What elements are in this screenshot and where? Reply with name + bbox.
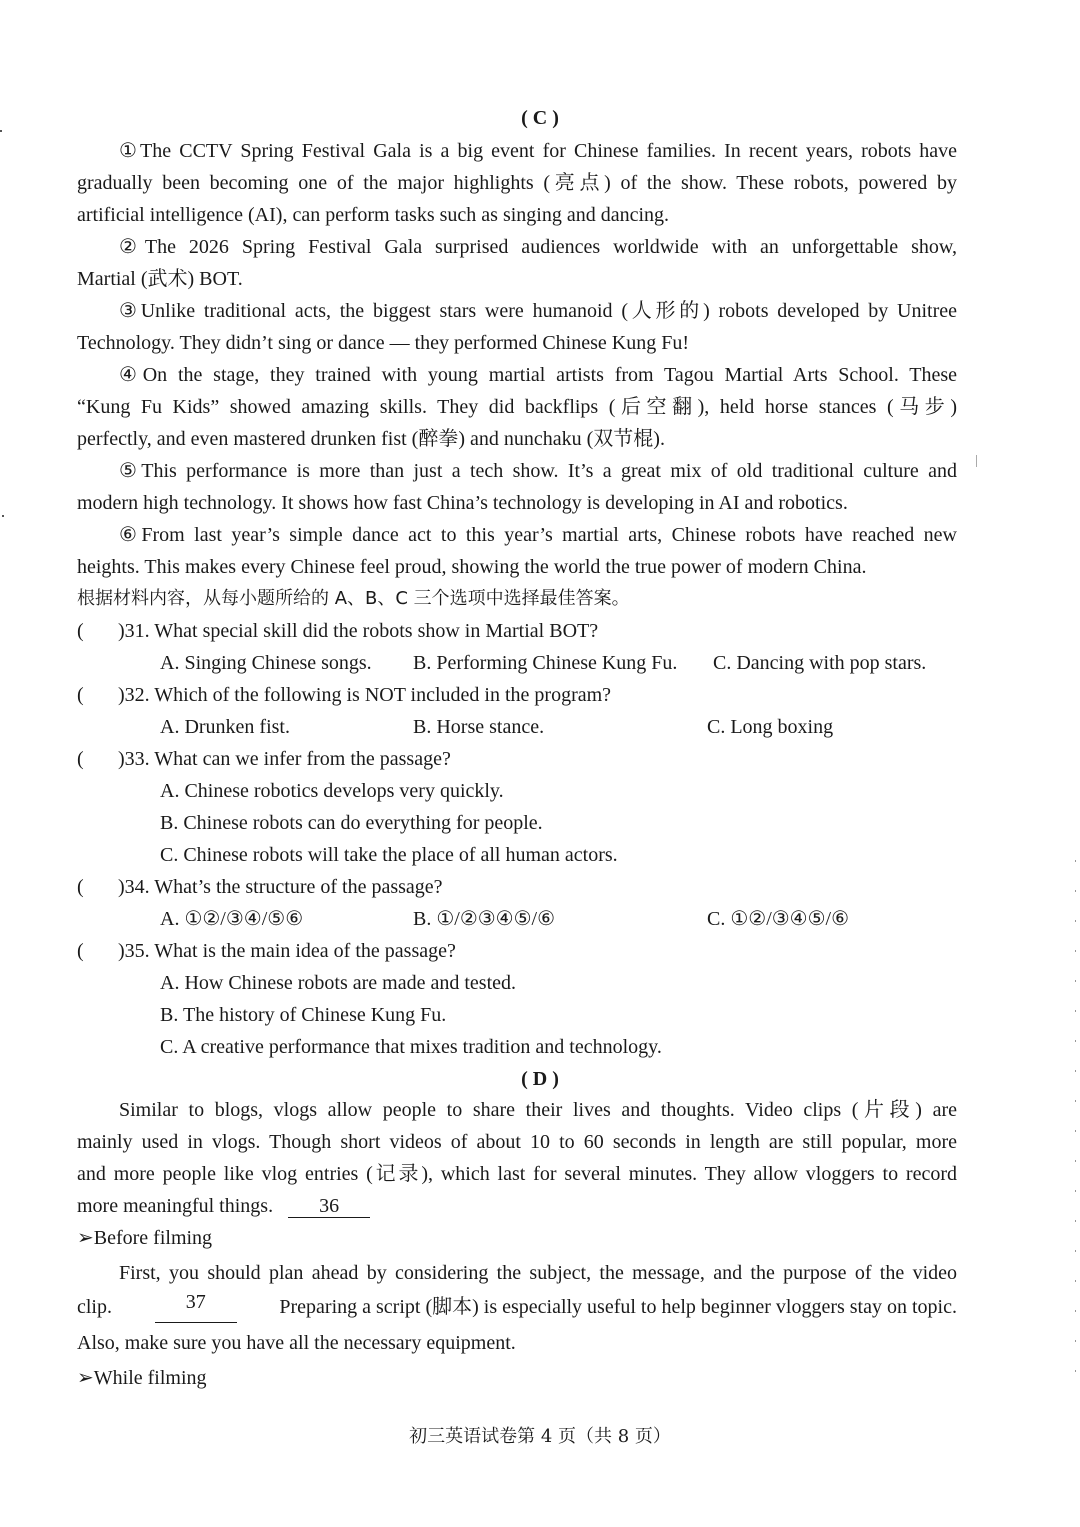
blank-37[interactable]: 37 — [155, 1291, 237, 1323]
blank-36[interactable]: 36 — [288, 1195, 370, 1218]
q31-option-b: B. Performing Chinese Kung Fu. — [413, 652, 678, 674]
instruction-text: 根据材料内容，从每小题所给的 A、B、C 三个选项中选择最佳答案。 — [77, 588, 630, 609]
answer-paren[interactable]: ( — [77, 876, 84, 898]
scan-mark — [0, 130, 2, 132]
section-d-heading: ( D ) — [521, 1068, 559, 1090]
para1-line1: ①The CCTV Spring Festival Gala is a big event for Chinese families. In recent years, robots have — [119, 140, 957, 162]
q34-option-a: A. ①②/③④/⑤⑥ — [160, 908, 304, 930]
question-32: )32. Which of the following is NOT included in the program? — [118, 684, 612, 706]
answer-paren[interactable]: ( — [77, 684, 84, 706]
section-c-heading: ( C ) — [521, 107, 559, 129]
question-35: )35. What is the main idea of the passage? — [118, 940, 456, 962]
q32-option-c: C. Long boxing — [707, 716, 834, 738]
q33-option-a: A. Chinese robotics develops very quickly. — [160, 780, 504, 802]
answer-paren[interactable]: ( — [77, 940, 84, 962]
para2-line2: Martial (武术) BOT. — [77, 268, 243, 290]
para5-line2: modern high technology. It shows how fast China’s technology is developing in AI and robotics. — [77, 492, 848, 514]
q33-option-b: B. Chinese robots can do everything for people. — [160, 812, 543, 834]
q35-option-c: C. A creative performance that mixes tradition and technology. — [160, 1036, 662, 1058]
d-para1-line2: mainly used in vlogs. Though short videos of about 10 to 60 seconds in length are still popular, more — [77, 1131, 957, 1153]
d-para2-line2 — [77, 1291, 957, 1323]
q32-option-b: B. Horse stance. — [413, 716, 545, 738]
scan-mark — [1075, 860, 1076, 1380]
q31-option-c: C. Dancing with pop stars. — [713, 652, 927, 674]
d-para1-line3: and more people like vlog entries (记录), which last for several minutes. They allow vloggers to record — [77, 1163, 957, 1185]
para3-line2: Technology. They didn’t sing or dance — they performed Chinese Kung Fu! — [77, 332, 689, 354]
para1-line3: artificial intelligence (AI), can perform tasks such as singing and dancing. — [77, 204, 670, 226]
subheading-while-filming: ➢While filming — [77, 1367, 207, 1389]
q35-option-a: A. How Chinese robots are made and tested. — [160, 972, 517, 994]
para6-line1: ⑥From last year’s simple dance act to this year’s martial arts, Chinese robots have reached new — [119, 524, 957, 546]
d-para2-line3: Also, make sure you have all the necessary equipment. — [77, 1332, 516, 1354]
scan-mark — [976, 455, 977, 467]
para6-line2: heights. This makes every Chinese feel proud, showing the world the true power of modern China. — [77, 556, 867, 578]
subheading-before-filming: ➢Before filming — [77, 1227, 213, 1249]
d-para2-line1: First, you should plan ahead by considering the subject, the message, and the purpose of the video — [119, 1262, 957, 1284]
para2-line1: ②The 2026 Spring Festival Gala surprised audiences worldwide with an unforgettable show, — [119, 236, 957, 258]
para3-line1: ③Unlike traditional acts, the biggest stars were humanoid (人形的) robots developed by Unitree — [119, 300, 957, 322]
page-footer: 初三英语试卷第 4 页（共 8 页） — [409, 1426, 671, 1447]
q35-option-b: B. The history of Chinese Kung Fu. — [160, 1004, 447, 1026]
answer-paren[interactable]: ( — [77, 748, 84, 770]
para4-line2: “Kung Fu Kids” showed amazing skills. They did backflips (后空翻), held horse stances (马步) — [77, 396, 957, 418]
para4-line3: perfectly, and even mastered drunken fist (醉拳) and nunchaku (双节棍). — [77, 428, 665, 450]
q34-option-c: C. ①②/③④⑤/⑥ — [707, 908, 850, 930]
d-para2-line2-end: Preparing a script (脚本) is especially useful to help beginner vloggers stay on topic. — [279, 1296, 957, 1318]
d-para1-line4 — [77, 1190, 957, 1222]
para4-line1: ④On the stage, they trained with young martial artists from Tagou Martial Arts School. These — [119, 364, 957, 386]
para1-line2: gradually been becoming one of the major highlights (亮点) of the show. These robots, powered by — [77, 172, 957, 194]
q34-option-b: B. ①/②③④⑤/⑥ — [413, 908, 556, 930]
question-34: )34. What’s the structure of the passage? — [118, 876, 443, 898]
question-31: )31. What special skill did the robots show in Martial BOT? — [118, 620, 599, 642]
d-para1-line1: Similar to blogs, vlogs allow people to share their lives and thoughts. Video clips (片段) are — [119, 1099, 957, 1121]
d-para1-line4-text: more meaningful things. — [77, 1195, 274, 1217]
d-para2-line2-start: clip. — [77, 1296, 112, 1318]
question-33: )33. What can we infer from the passage? — [118, 748, 451, 770]
answer-paren[interactable]: ( — [77, 620, 84, 642]
q33-option-c: C. Chinese robots will take the place of all human actors. — [160, 844, 618, 866]
q31-option-a: A. Singing Chinese songs. — [160, 652, 372, 674]
para5-line1: ⑤This performance is more than just a tech show. It’s a great mix of old traditional culture and — [119, 460, 957, 482]
scan-mark — [2, 515, 4, 517]
q32-option-a: A. Drunken fist. — [160, 716, 290, 738]
